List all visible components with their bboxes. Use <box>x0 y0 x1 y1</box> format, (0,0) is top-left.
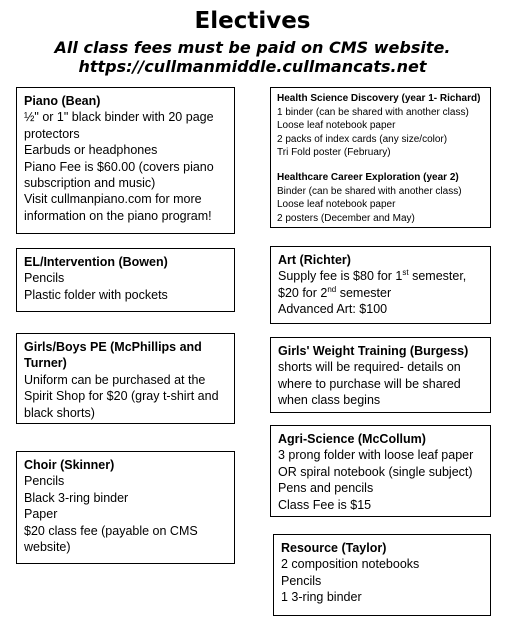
art-box <box>270 246 491 324</box>
choir-heading: Choir (Skinner) <box>24 458 115 472</box>
list-item: Advanced Art: $100 <box>278 302 388 317</box>
health-science-box <box>270 87 491 228</box>
art-line-2-sup: nd <box>327 284 337 294</box>
agri-science-box <box>270 425 491 517</box>
art-line-1-sup: st <box>402 268 409 278</box>
list-item: Pencils <box>281 573 322 588</box>
pe-box <box>16 333 235 424</box>
resource-box <box>273 534 491 616</box>
list-item: 2 composition notebooks <box>281 557 420 572</box>
health-heading-2: Healthcare Career Exploration (year 2) <box>277 171 459 183</box>
list-item <box>278 285 483 301</box>
list-item: Black 3-ring binder <box>24 490 129 505</box>
list-item: Binder (can be shared with another class) <box>277 185 462 197</box>
list-item: ½" or 1" black binder with 20 page protectors <box>24 110 214 141</box>
piano-heading: Piano (Bean) <box>24 94 101 108</box>
fee-notice: All class fees must be paid on CMS website. <box>54 38 451 57</box>
page-title: Electives <box>194 8 311 34</box>
weight-training-box <box>270 337 491 413</box>
list-item <box>278 268 483 284</box>
list-item: Pencils <box>24 271 65 286</box>
health-heading-1: Health Science Discovery (year 1- Richard) <box>277 93 481 104</box>
el-heading: EL/Intervention (Bowen) <box>24 255 168 269</box>
art-line-2a: $20 for 2 <box>278 285 328 300</box>
weight-heading: Girls' Weight Training (Burgess) <box>278 344 469 358</box>
list-item: Visit cullmanpiano.com for more information on the piano program! <box>24 192 212 223</box>
art-line-1a: Supply fee is $80 for 1 <box>278 269 403 284</box>
art-line-1b: semester, <box>408 269 467 284</box>
list-item: shorts will be required- details on where to purchase will be shared when class begins <box>278 360 461 408</box>
list-item: Piano Fee is $60.00 (covers piano subscription and music) <box>24 159 214 191</box>
list-item: Loose leaf notebook paper <box>277 120 396 132</box>
list-item: Earbuds or headphones <box>24 143 158 158</box>
website-url: https://cullmanmiddle.cullmancats.net <box>78 57 427 76</box>
pe-heading: Girls/Boys PE (McPhillips and Turner) <box>24 340 202 371</box>
agri-heading: Agri-Science (McCollum) <box>278 432 426 446</box>
piano-box <box>16 87 235 234</box>
list-item: 1 3-ring binder <box>281 590 362 605</box>
list-item: Uniform can be purchased at the Spirit Shop for $20 (gray t-shirt and black shorts) <box>24 372 219 420</box>
list-item: Pens and pencils <box>278 481 374 496</box>
list-item: Loose leaf notebook paper <box>277 199 396 211</box>
list-item: Tri Fold poster (February) <box>277 147 391 159</box>
art-line-2b: semester <box>336 285 392 300</box>
list-item: $20 class fee (payable on CMS website) <box>24 523 198 555</box>
list-item: Pencils <box>24 474 65 489</box>
resource-heading: Resource (Taylor) <box>281 541 387 555</box>
list-item: 1 binder (can be shared with another class) <box>277 106 469 118</box>
list-item: Plastic folder with pockets <box>24 287 168 302</box>
art-heading: Art (Richter) <box>278 253 351 267</box>
choir-box <box>16 451 235 564</box>
list-item: Paper <box>24 507 58 522</box>
list-item: 2 packs of index cards (any size/color) <box>277 133 448 145</box>
list-item: 2 posters (December and May) <box>277 212 415 224</box>
list-item: 3 prong folder with loose leaf paper OR spiral notebook (single subject) <box>278 448 474 479</box>
el-intervention-box <box>16 248 235 312</box>
list-item: Class Fee is $15 <box>278 497 372 512</box>
